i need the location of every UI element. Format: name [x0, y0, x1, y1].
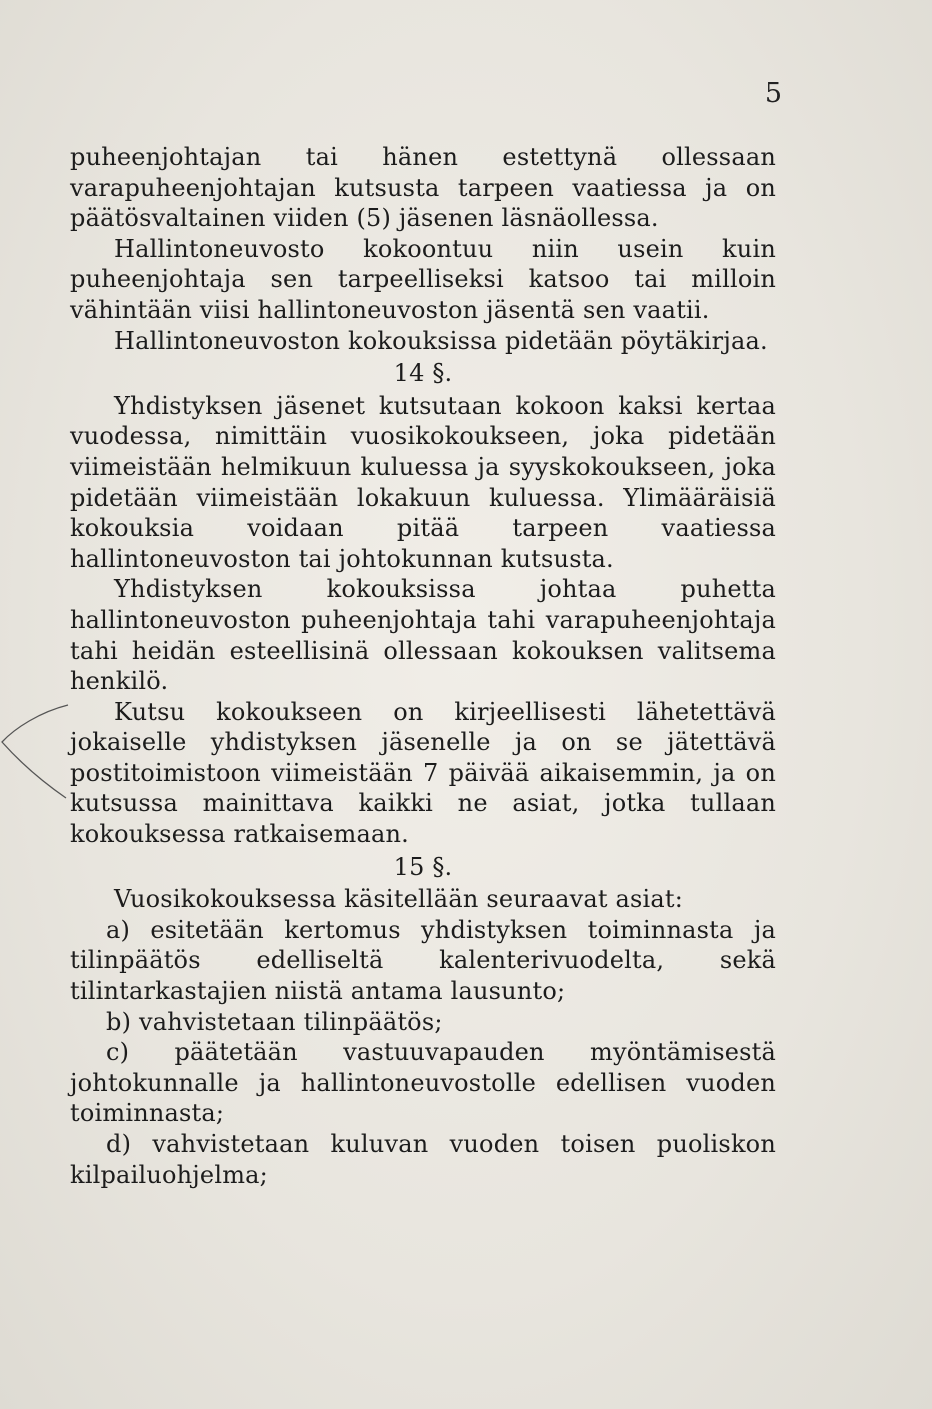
list-item: c) päätetään vastuuvapauden myöntämisestä johtokunnalle ja hallintoneuvostolle edellisen vuoden toiminnasta; — [70, 1038, 776, 1128]
paragraph: Yhdistyksen kokouksissa johtaa puhetta hallintoneuvoston puheenjohtaja tahi varapuheenjohtaja tahi heidän esteellisinä ollessaan kokouksen valitsema henkilö. — [70, 575, 776, 696]
paragraph: Hallintoneuvosto kokoontuu niin usein kuin puheenjohtaja sen tarpeelliseksi katsoo tai milloin vähintään viisi hallintoneuvoston jäsentä sen vaatii. — [70, 234, 776, 324]
list-item: b) vahvistetaan tilinpäätös; — [106, 1007, 443, 1036]
paragraph: Yhdistyksen jäsenet kutsutaan kokoon kaksi kertaa vuodessa, nimittäin vuosikokoukseen, joka pidetään viimeistään helmikuun kuluessa ja syyskokoukseen, joka pidetään viimeistään lokakuun kuluessa. Ylimääräisiä kokouksia voidaan pitää tarpeen vaatiessa hallintoneuvoston tai johtokunnan kutsusta. — [70, 391, 776, 573]
paragraph: puheenjohtajan tai hänen estettynä ollessaan varapuheenjohtajan kutsusta tarpeen vaatiessa ja on päätösvaltainen viiden (5) jäsenen läsnäollessa. — [70, 143, 776, 233]
text-body — [70, 142, 776, 1190]
list-item: d) vahvistetaan kuluvan vuoden toisen puoliskon kilpailuohjelma; — [70, 1130, 776, 1189]
section-heading-14: 14 §. — [393, 359, 453, 388]
section-heading-15: 15 §. — [393, 852, 453, 881]
paragraph: Vuosikokouksessa käsitellään seuraavat asiat: — [114, 885, 684, 914]
list-item: a) esitetään kertomus yhdistyksen toiminnasta ja tilinpäätös edelliseltä kalenterivuodelta, sekä tilintarkastajien niistä antama lausunto; — [70, 915, 776, 1006]
paragraph: Kutsu kokoukseen on kirjeellisesti lähetettävä jokaiselle yhdistyksen jäsenelle ja on se jätettävä postitoimistoon viimeistään 7 päivää aikaisemmin, ja on kutsussa mainittava kaikki ne asiat, jotka tullaan kokouksessa ratkaisemaan. — [70, 697, 776, 849]
paragraph: Hallintoneuvoston kokouksissa pidetään pöytäkirjaa. — [114, 326, 768, 355]
pencil-mark — [0, 700, 70, 810]
page-number: 5 — [764, 78, 782, 109]
